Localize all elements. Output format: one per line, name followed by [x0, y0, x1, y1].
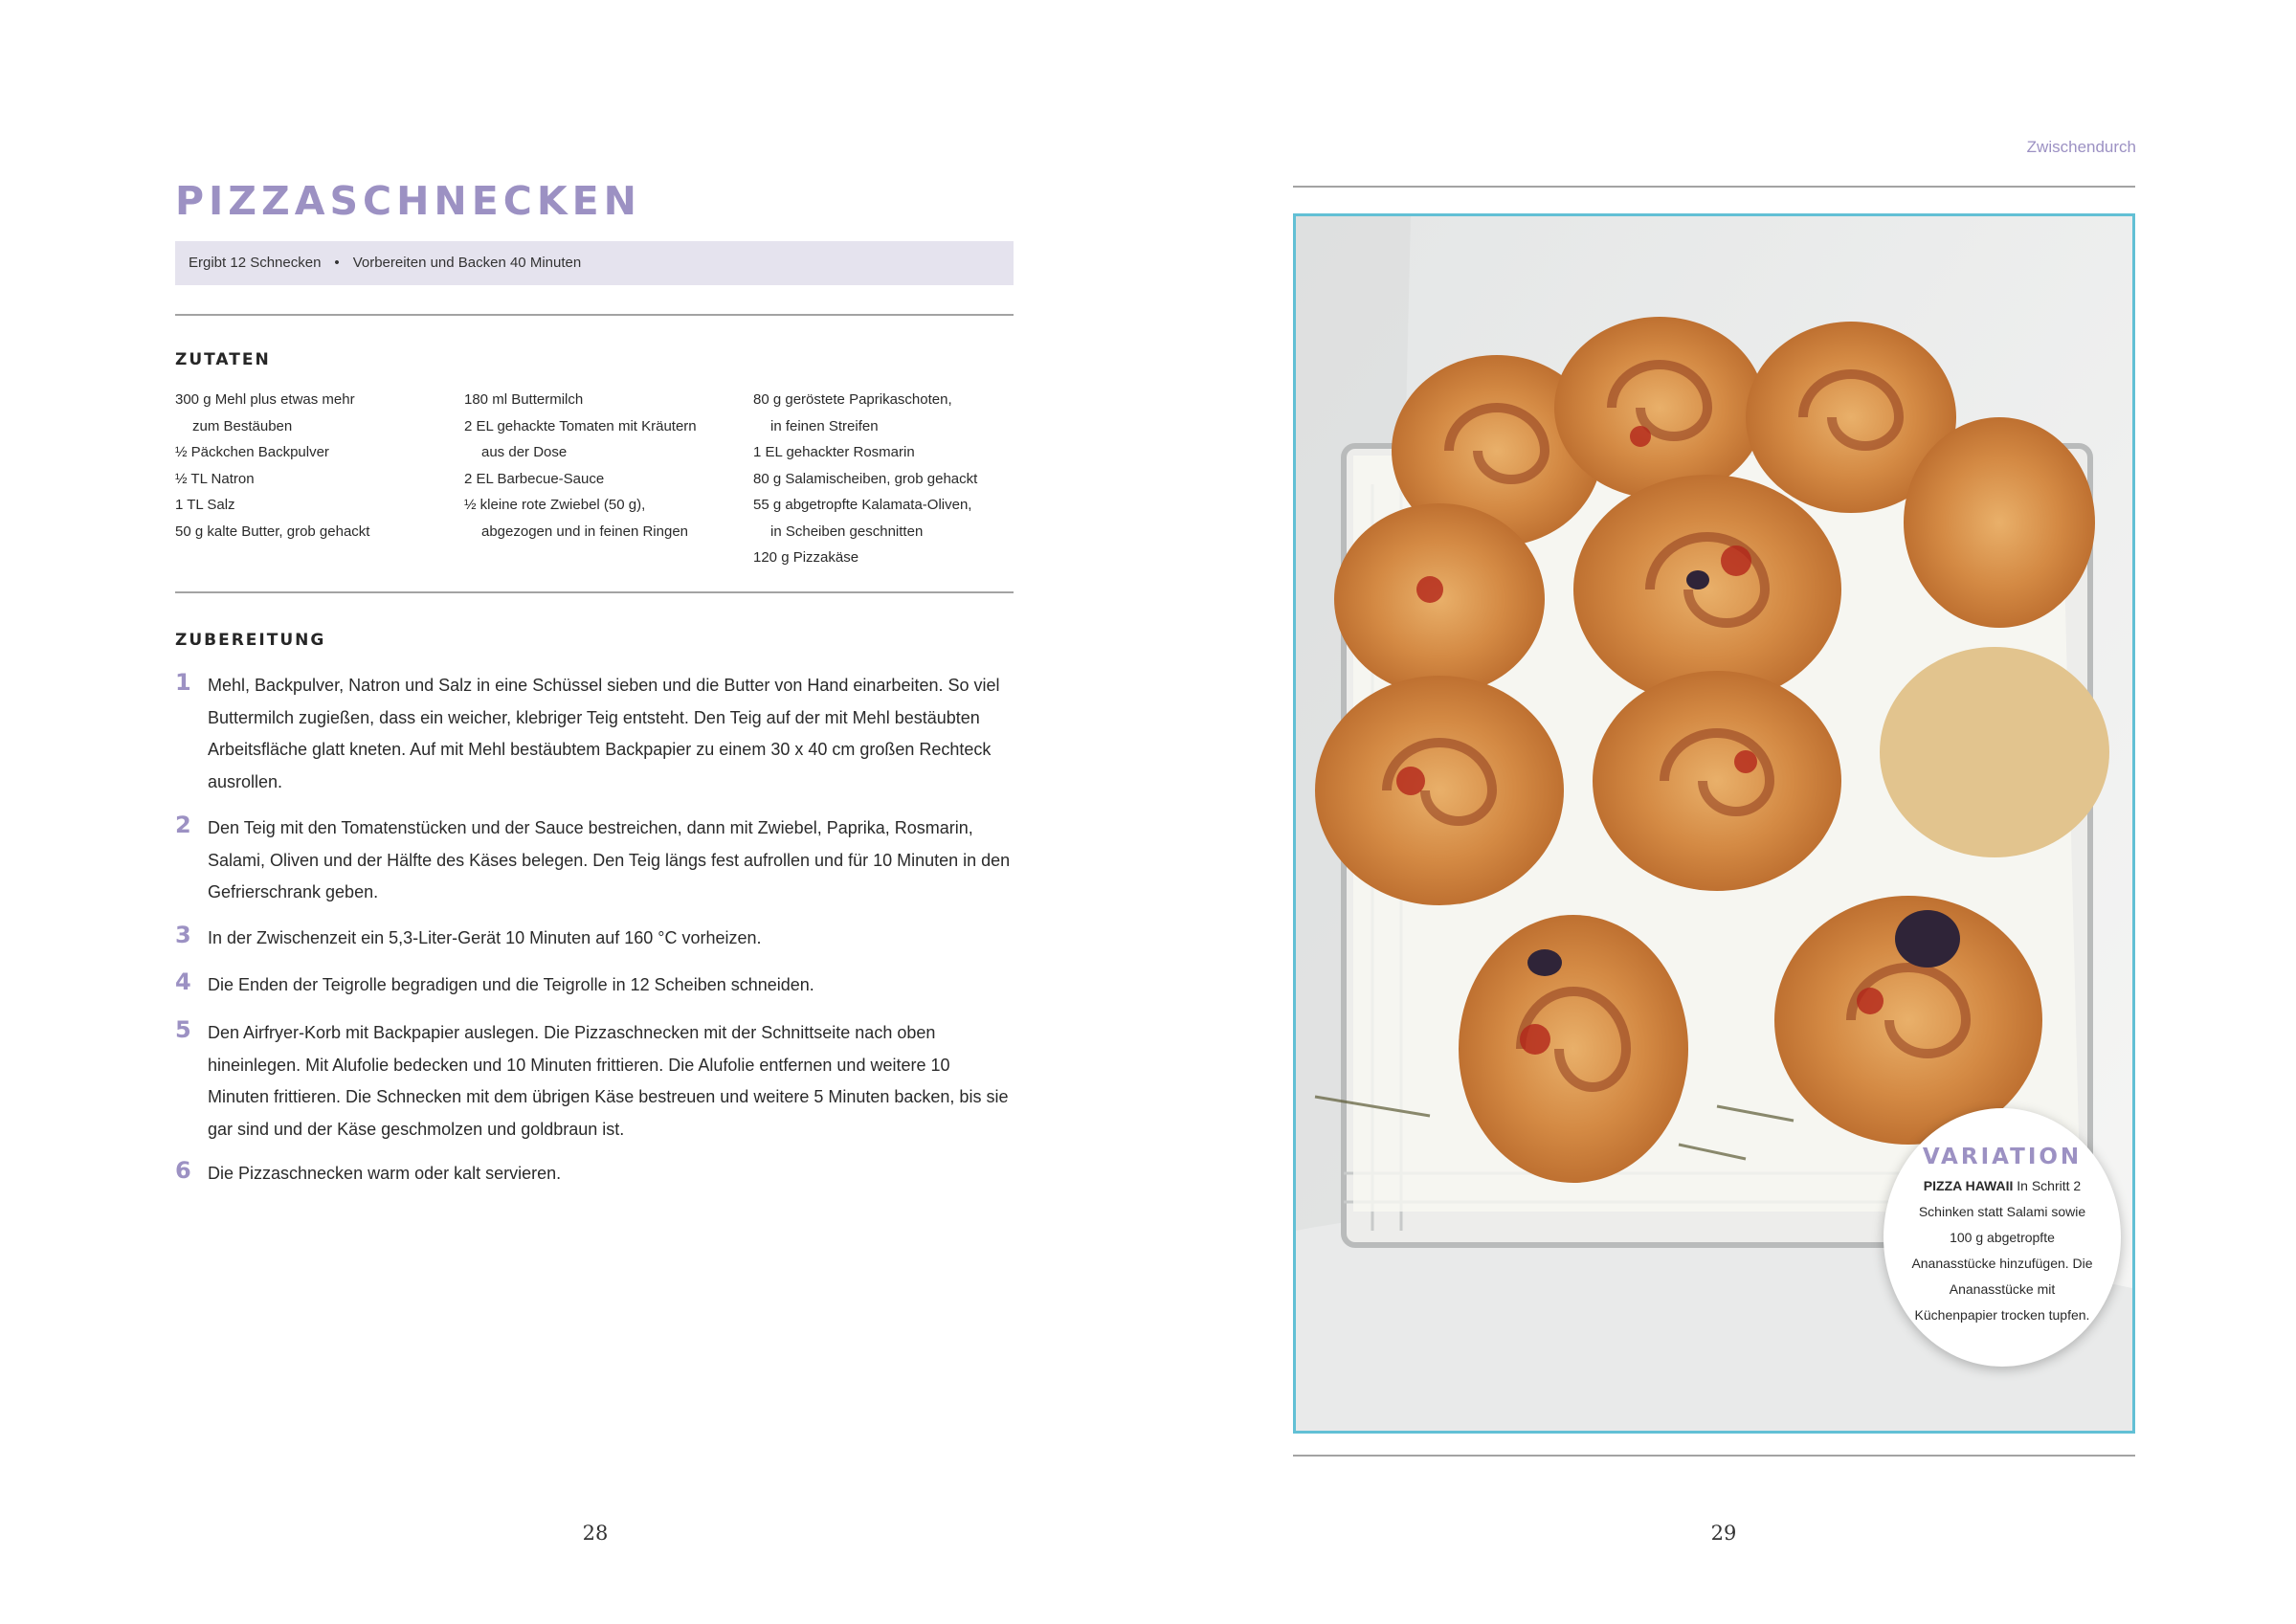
divider-rule [1293, 186, 2135, 188]
ingredients-heading: ZUTATEN [175, 350, 271, 369]
ingredient-line: ½ Päckchen Backpulver [175, 444, 329, 460]
step-number: 6 [175, 1157, 191, 1184]
yield-separator: • [334, 255, 340, 271]
ingredient-line: in Scheiben geschnitten [770, 523, 924, 540]
ingredient-line: 2 EL gehackte Tomaten mit Kräutern [464, 417, 697, 434]
right-page [1148, 0, 2296, 1624]
step-text: Die Pizzaschnecken warm oder kalt servieren. [208, 1164, 562, 1183]
ingredient-line: 80 g geröstete Paprikaschoten, [753, 391, 952, 408]
divider-rule [175, 591, 1014, 593]
ingredients-column-1 [175, 387, 453, 545]
divider-rule [175, 314, 1014, 316]
ingredient-line: 1 EL gehackter Rosmarin [753, 444, 915, 460]
ingredient-line: 1 TL Salz [175, 497, 235, 513]
ingredient-line: 2 EL Barbecue-Sauce [464, 470, 605, 487]
variation-lead: PIZZA HAWAII [1923, 1178, 2014, 1193]
step-number: 2 [175, 812, 191, 838]
page-number: 29 [1710, 1522, 1737, 1545]
method-heading: ZUBEREITUNG [175, 631, 326, 650]
step-number: 1 [175, 669, 191, 696]
ingredient-line: ½ TL Natron [175, 470, 255, 487]
divider-rule [1293, 1455, 2135, 1457]
step-number: 4 [175, 968, 191, 995]
method-step [175, 1158, 1014, 1190]
variation-title: VARIATION [1922, 1145, 2083, 1169]
method-step [175, 670, 1014, 798]
step-number: 5 [175, 1016, 191, 1043]
page-number: 28 [582, 1522, 609, 1545]
ingredient-line: 180 ml Buttermilch [464, 391, 584, 408]
yield-bar [175, 241, 1014, 285]
ingredient-line: aus der Dose [481, 444, 568, 460]
method-step [175, 1017, 1014, 1146]
ingredients-column-2 [464, 387, 742, 545]
recipe-title: PIZZASCHNECKEN [175, 178, 641, 224]
step-text: Den Airfryer-Korb mit Backpapier auslegen. Die Pizzaschnecken mit der Schnittseite nach oben hineinlegen. Mit Alufolie bedecken und 10 Minuten frittieren. Die Alufolie entfernen und weitere 10 Minuten frittieren. Die Schnecken mit dem übrigen Käse bestreuen und weitere 5 Minuten backen, bis sie gar sind und der Käse geschmolzen und goldbraun ist. [208, 1023, 1009, 1139]
step-text: Mehl, Backpulver, Natron und Salz in eine Schüssel sieben und die Butter von Hand einarbeiten. So viel Buttermilch zugießen, dass ein weicher, klebriger Teig entsteht. Den Teig auf der mit Mehl bestäubten Arbeitsfläche glatt kneten. Auf mit Mehl bestäubtem Backpapier zu einem 30 x 40 cm großen Rechteck ausrollen. [208, 676, 1000, 791]
running-head: Zwischendurch [2026, 138, 2136, 156]
ingredients-column-3 [753, 387, 1031, 571]
variation-badge [1884, 1108, 2121, 1367]
yield-text: Ergibt 12 Schnecken [189, 255, 322, 271]
ingredient-line: abgezogen und in feinen Ringen [481, 523, 689, 540]
method-step [175, 923, 1014, 955]
method-step [175, 969, 1014, 1002]
ingredient-line: 50 g kalte Butter, grob gehackt [175, 523, 370, 540]
variation-text [1908, 1173, 2096, 1328]
step-text: Den Teig mit den Tomatenstücken und der Sauce bestreichen, dann mit Zwiebel, Paprika, Rosmarin, Salami, Oliven und der Hälfte des Käses belegen. Den Teig längs fest aufrollen und für 10 Minuten in den Gefrierschrank geben. [208, 818, 1011, 901]
ingredient-line: zum Bestäuben [192, 417, 293, 434]
step-text: Die Enden der Teigrolle begradigen und die Teigrolle in 12 Scheiben schneiden. [208, 975, 814, 994]
method-step [175, 812, 1014, 909]
ingredient-line: ½ kleine rote Zwiebel (50 g), [464, 497, 646, 513]
ingredient-line: 300 g Mehl plus etwas mehr [175, 391, 355, 408]
ingredient-line: in feinen Streifen [770, 417, 879, 434]
ingredient-line: 80 g Salamischeiben, grob gehackt [753, 470, 978, 487]
step-number: 3 [175, 922, 191, 948]
step-text: In der Zwischenzeit ein 5,3-Liter-Gerät 10 Minuten auf 160 °C vorheizen. [208, 928, 762, 947]
ingredient-line: 55 g abgetropfte Kalamata-Oliven, [753, 497, 972, 513]
variation-body: In Schritt 2 Schinken statt Salami sowie 100 g abgetropfte Ananasstücke hinzufügen. Die Ananasstücke mit Küchenpapier trocken tupfen. [1911, 1178, 2093, 1323]
time-text: Vorbereiten und Backen 40 Minuten [352, 255, 582, 271]
ingredient-line: 120 g Pizzakäse [753, 549, 859, 566]
